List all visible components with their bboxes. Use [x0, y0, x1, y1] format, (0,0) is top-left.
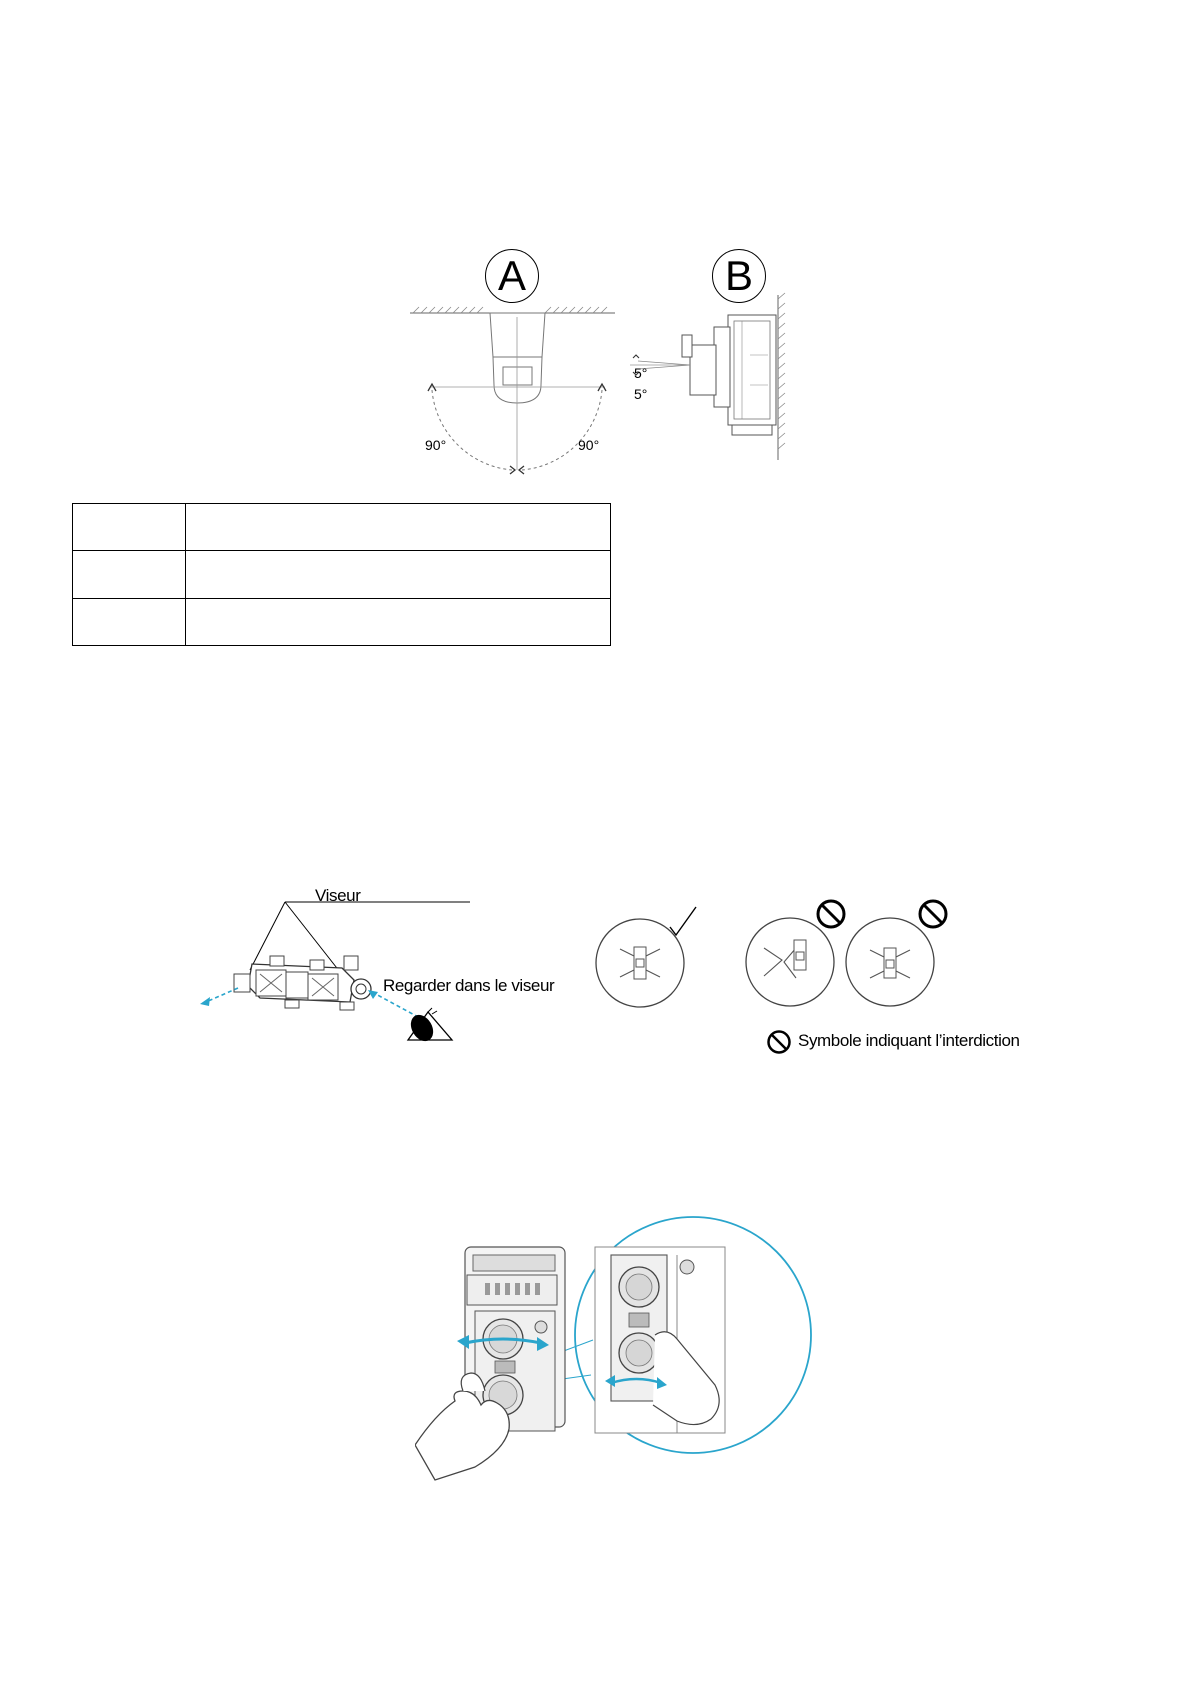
- figure-b-diagram: [630, 285, 790, 465]
- angle-left-label: 90°: [425, 437, 447, 453]
- table-cell: [73, 551, 186, 598]
- table-row: [73, 551, 611, 598]
- table-cell: [73, 504, 186, 551]
- viewfinder-device-diagram: [190, 890, 470, 1050]
- table-cell: [186, 598, 611, 645]
- angle-down-label: 5°: [634, 386, 648, 402]
- figure-a-label: A: [497, 252, 526, 299]
- table-cell: [186, 551, 611, 598]
- hand-adjustment-illustration: [415, 1215, 815, 1485]
- look-in-viewfinder-label: Regarder dans le viseur: [383, 976, 555, 995]
- angle-up-label: 5°: [634, 365, 648, 381]
- prohibition-legend-label: Symbole indiquant l’interdiction: [798, 1031, 1020, 1050]
- empty-table: [72, 503, 611, 646]
- table-cell: [73, 598, 186, 645]
- sight-correct-view: [590, 905, 710, 1015]
- table-row: [73, 504, 611, 551]
- table-row: [73, 598, 611, 645]
- angle-right-label: 90°: [578, 437, 600, 453]
- viseur-label: Viseur: [315, 886, 361, 905]
- figure-b-label: B: [724, 252, 753, 299]
- prohibition-icon: [815, 898, 847, 930]
- prohibition-legend-icon: [766, 1029, 792, 1055]
- table-cell: [186, 504, 611, 551]
- prohibition-icon: [917, 898, 949, 930]
